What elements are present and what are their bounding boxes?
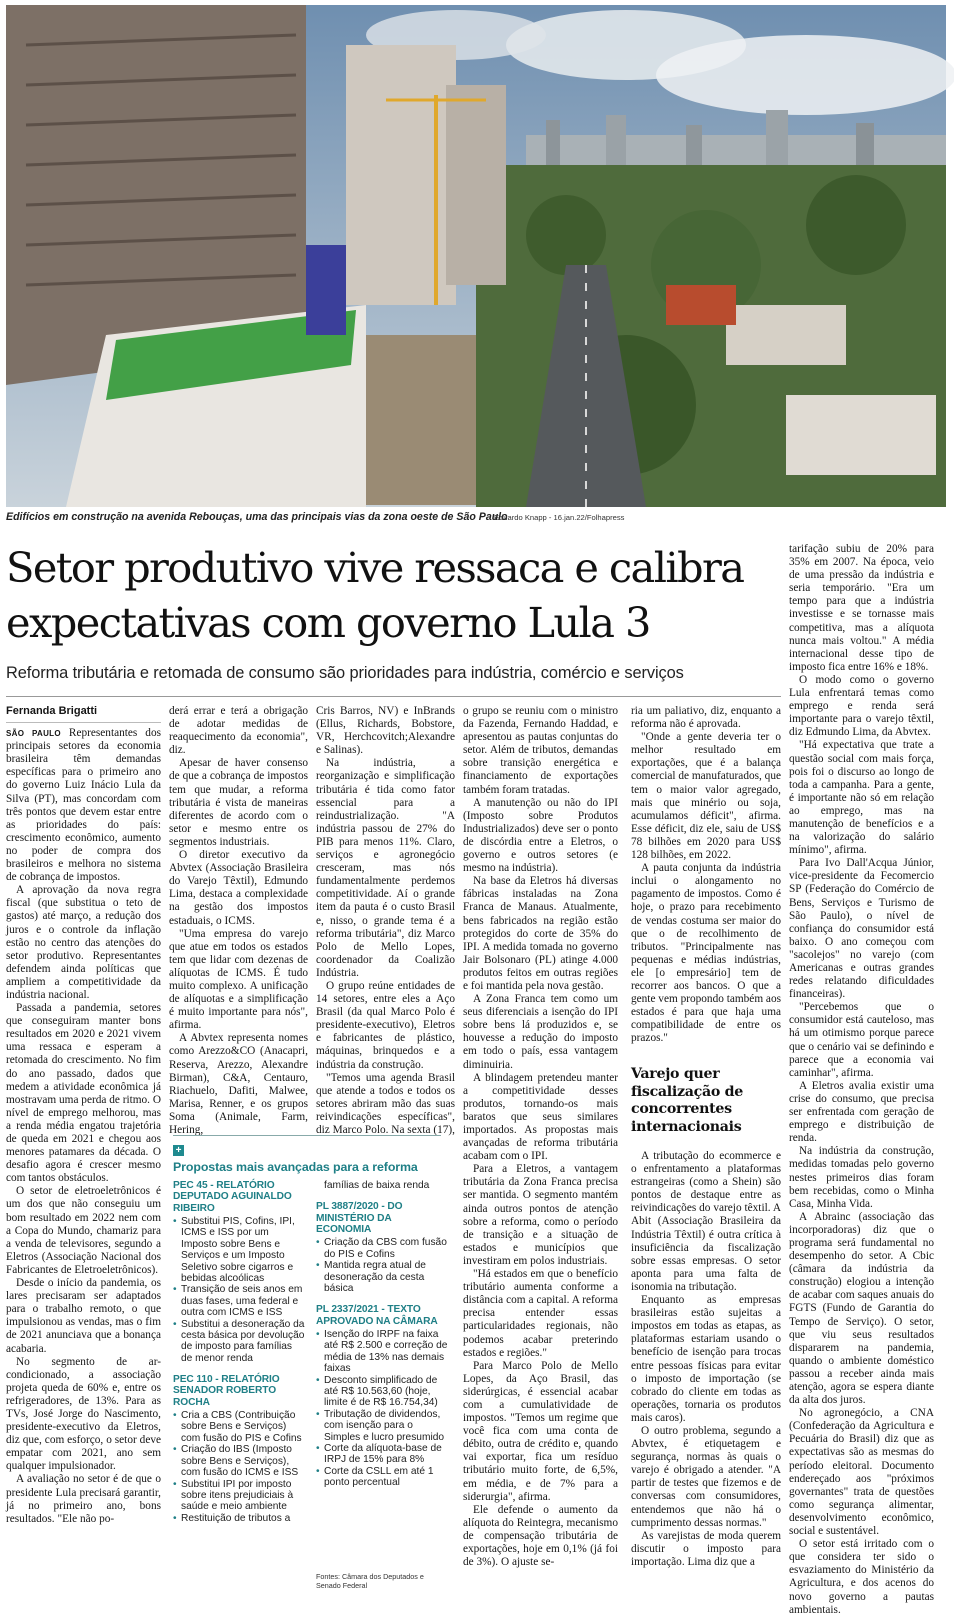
article-column-2 [169,705,308,1137]
article-paragraph: O outro problema, segundo a Abvtex, é etiquetagem e segurança, normas às quais o varejo é obrigado a atender. "A partir de testes que fizemos e de conversas com consumidores, entendemos que não há o cumprimento dessas normas." [631,1424,781,1529]
article-paragraph: A tributação do ecommerce e o enfrentamento a plataformas estrangeiras (como a Shein) são pontos de destaque entre as reivindicações do varejo têxtil. A Abit (Associação Brasileira da Indústria Têxtil) é outra crítica à insuficiência da fiscalização sobre essas empresas. O setor aponta para uma falta de isonomia na tributação. [631,1150,781,1293]
proposal-item: • Substitui a desoneração da cesta básica por devolução de imposto para famílias de menor renda [173,1319,305,1365]
article-paragraph: A pauta conjunta da indústria inclui o alongamento no pagamento de impostos. Como é hoje, o prazo para recebimento de vendas costuma ser maior do que o de recolhimento de tributos. "Principalmente nas pequenas e médias indústrias, ele [o empresário] tem de recorrer aos bancos. O que a gente vem propondo também aos estados é para que haja uma compatibilidade de entre os prazos." [631,862,781,1045]
photo-credit: Eduardo Knapp - 16.jan.22/Folhapress [494,513,625,522]
article-paragraph: As varejistas de moda querem discutir o imposto para importação. Lima diz que a [631,1529,781,1568]
headline [6,540,781,650]
article-paragraph [6,727,161,884]
proposal-item: • Restituição de tributos a [173,1513,305,1524]
pec110-list [173,1410,305,1524]
box-column-left [173,1180,305,1534]
article-paragraph: A avaliação no setor é de que o presidente Lula precisará garantir, já no primeiro ano, bons resultados. "Ele não po- [6,1473,161,1525]
proposal-item: • Cria a CBS (Contribuição sobre Bens e Serviços) com fusão do PIS e Cofins [173,1410,305,1444]
photo-caption: Edifícios em construção na avenida Rebouças, uma das principais vias da zona oeste de São Paulo [6,511,508,523]
proposal-item: • Isenção do IRPF na faixa até R$ 2.500 e correção de média de 13% nas demais faixas [316,1329,448,1375]
pl3887-list [316,1237,448,1294]
article-paragraph: A aprovação da nova regra fiscal (que substitua o teto de gastos) até março, a redução dos juros e o controle da inflação estão no centro das atenções do setor produtivo. Representantes defendem ainda políticas que ampliem a competitividade da indústria nacional. [6,884,161,1001]
article-paragraph: O grupo reúne entidades de 14 setores, entre eles a Aço Brasil (da qual Marco Polo é presidente-executivo), Eletros e fabricantes de plástico, máquinas, brinquedos e a indústria da construção. [316,979,455,1071]
article-paragraph: "Há expectativa que trate a questão social com mais força, pois foi o discurso ao longo de toda a campanha. Para a gente, é importante não só em relação ao emprego, mas na manutenção de benefícios e a na valorização do salário mínimo", afirma. [789,739,934,857]
article-column-5 [631,705,781,1045]
article-paragraph: A Zona Franca tem como um seus diferenciais a isenção do IPI sobre bens lá produzidos e, se houvesse a redução do imposto em todo o país, essa vantagem diminuiria. [463,993,618,1071]
byline: Fernanda Brigatti [6,705,161,723]
headline-divider [6,696,781,697]
article-paragraph: O diretor executivo da Abvtex (Associação Brasileira do Varejo Têxtil), Edmundo Lima, destaca a complexidade na gestão dos impostos estaduais, o ICMS. [169,849,308,927]
pec45-title: PEC 45 - RELATÓRIO DEPUTADO AGUINALDO RIBEIRO [173,1180,292,1214]
article-paragraph: Desde o início da pandemia, os lares precisaram ser adaptados para o trabalho remoto, o que impulsionou as vendas, mas o fim de 2021 anunciava que a bonança acabaria. [6,1277,161,1355]
proposal-item: • Corte da alíquota-base de IRPJ de 15% para 8% [316,1443,448,1466]
city-photo-illustration [6,5,946,507]
article-paragraph: No agronegócio, a CNA (Confederação da Agricultura e Pecuária do Brasil) diz que as expectativas são as mesmas do período eleitoral. Documento endereçado aos "próximos governantes" trata de questões como segurança alimentar, desenvolvimento econômico, social e sustentável. [789,1407,934,1538]
article-paragraph: Para a Eletros, a vantagem tributária da Zona Franca precisa ser mantida. O segmento mantém ainda outros pontos de atenção sobre a reforma, como o período de transição e a situação de estados e municípios que investiram em polos industriais. [463,1163,618,1267]
article-paragraph: "Uma empresa do varejo que atue em todos os estados tem que lidar com dezenas de alíquotas de ICMS. É tudo muito complexo. A unificação de alíquotas e a simplificação é muito importante para nós", afirma. [169,927,308,1032]
article-paragraph: No segmento de ar-condicionado, a associação projeta queda de 60% e, entre os refrigeradores, de 13%. Para as TVs, José Jorge do Nascimento, presidente-executivo da Eletros, diz que, com esforço, o setor deve empatar com 2021, ano sem qualquer impulsionador. [6,1355,161,1473]
section-subtitle: Varejo quer fiscalização de concorrentes internacionais [631,1066,744,1135]
article-paragraph: Na indústria, a reorganização e simplificação tributária é tida como fator essencial para a reindustrialização. "A indústria passou de 27% do PIB para menos 11%. Claro, serviços e agronegócio cresceram, mas nós fundamentalmente perdemos competitividade. Aí o grande item da pauta é o custo Brasil e, nisso, o grande tema é a reforma tributária", diz Marco Polo de Mello Lopes, coordenador da Coalizão Indústria. [316,757,455,979]
article-column-4 [463,705,618,1569]
headline-line-2: expectativas com governo Lula 3 [6,598,650,647]
plus-icon: + [173,1145,184,1156]
article-paragraph: A manutenção ou não do IPI (Imposto sobre Produtos Industrializados) deve ser o ponto de discórdia entre a Eletros, o governo e outros setores (e mesmo na indústria). [463,796,618,875]
article-column-1 [6,705,161,1526]
article-paragraph: Ele defende o aumento da alíquota do Reintegra, mecanismo de compensação tributária de exportações, hoje em 0,1% (já foi de 3%). O ajuste se- [463,1503,618,1569]
article-paragraph: Passada a pandemia, setores que conseguiram manter bons resultados em 2020 e 2021 vivem uma ressaca e esperam a retomada do crescimento. No fim do ano passado, dados que medem a atividade econômica já mostravam uma perda de ritmo. O nível de emprego melhorou, mas a renda média engatou trajetória de queda em 2021 e chegou aos menores patamares da década. O desafio agora é crescer mesmo com tantos obstáculos. [6,1002,161,1185]
article-paragraph: A Abvtex representa nomes como Arezzo&CO (Anacapri, Reserva, Arezzo, Alexandre Birman), C&A, Centauro, Riachuelo, Dafiti, Malwee, Marisa, Renner, e os grupos Soma (Animale, Farm, Hering, [169,1032,308,1136]
proposal-item: • Criação da CBS com fusão do PIS e Cofins [316,1237,448,1260]
subheadline: Reforma tributária e retomada de consumo são prioridades para indústria, comércio e serviços [6,664,684,682]
article-paragraph: "Percebemos que o consumidor está cauteloso, mas há um otimismo porque parece que o cenário vai se definindo e parece que a economia vai caminhar", afirma. [789,1001,934,1079]
reform-proposals-box [173,1135,448,1590]
article-column-3 [316,705,455,1137]
box-header [173,1135,441,1174]
dateline: SÃO PAULO [6,729,61,739]
article-photo [6,5,946,507]
article-paragraph: O modo como o governo Lula enfrentará temas como emprego e renda será importante para o varejo têxtil, diz Edmundo Lima, da Abvtex. [789,673,934,739]
proposal-item: • Tributação de dividendos, com isenção para o Simples e lucro presumido [316,1409,448,1443]
article-paragraph: ria um paliativo, diz, enquanto a reforma não é aprovada. [631,705,781,731]
article-column-5-continued [631,1150,781,1569]
photo-caption-bar [6,511,946,527]
box-title: Propostas mais avançadas para a reforma [173,1160,418,1174]
box-sources: Fontes: Câmara dos Deputados e Senado Federal [316,1572,424,1590]
article-paragraph: Enquanto as empresas brasileiras estão sujeitas a impostos em todas as etapas, as plataformas estariam usando o benefício de isenção para trocas entre pessoas físicas para evitar o imposto de importação (se cobrado do cliente em todas as operações, tornaria os produtos mais caros). [631,1294,781,1424]
article-paragraph: Para Marco Polo de Mello Lopes, da Aço Brasil, das siderúrgicas, é essencial acabar com a cumulatividade de impostos. "Temos um regime que você fica com uma conta de débito, outra de crédito e, quando vai exportar, fica um resíduo tributário muito forte, de 6,5%, em média, e de 7% para a siderurgia", afirma. [463,1359,618,1503]
article-paragraph: "Temos uma agenda Brasil que atende a todos e todos os setores abriram mão das suas reivindicações específicas", diz Marco Polo. Na sexta (17), [316,1071,455,1136]
proposal-item: • Corte da CSLL em até 1 ponto percentual [316,1466,448,1489]
article-paragraph: "Há estados em que o benefício tributário aumenta conforme a distância com a capital. A reforma precisa entender essas particularidades regionais, não podemos acabar preterindo estados e regiões." [463,1268,618,1359]
proposal-item: • Mantida regra atual de desoneração da cesta básica [316,1260,448,1294]
article-paragraph: Apesar de haver consenso de que a cobrança de impostos tem que mudar, a reforma tributária é vista de maneiras diferentes de acordo com o setor e mesmo entre os segmentos industriais. [169,757,308,848]
article-paragraph: Na base da Eletros há diversas fábricas instaladas na Zona Franca de Manaus. Atualmente, bens fabricados na região estão protegidos do corte de 35% do IPI. A medida tomada no governo Jair Bolsonaro (PL) atinge 4.000 produtos feitos em outras regiões e foi mantida pela nova gestão. [463,875,618,992]
pl3887-title: PL 3887/2020 - DO MINISTÉRIO DA ECONOMIA [316,1201,403,1235]
pl2337-list [316,1329,448,1489]
proposal-item: • Criação do IBS (Imposto sobre Bens e Serviços), com fusão do ICMS e ISS [173,1444,305,1478]
article-paragraph: Cris Barros, NV) e InBrands (Ellus, Richards, Bobstore, VR, Herchcovitch;Alexandre e Salinas). [316,705,455,757]
article-column-6 [789,543,934,1617]
article-paragraph: A Abrainc (associação das incorporadoras) diz que o programa será fundamental no desempenho do setor. A Cbic (câmara da indústria da construção) elogiou a intenção de acabar com saques anuais do FGTS (Fundo de Garantia do Tempo de Serviço). O setor, que viu seus resultados dispararem na pandemia, quando o ambiente doméstico passou a receber ainda mais atenção, agora se espera diante da alta dos juros. [789,1210,934,1407]
pec110-title: PEC 110 - RELATÓRIO SENADOR ROBERTO ROCHA [173,1374,280,1408]
article-paragraph: Na indústria da construção, medidas tomadas pelo governo nestes primeiros dias foram bem recebidas, como o Minha Casa, Minha Vida. [789,1145,934,1210]
proposal-item: • Transição de seis anos em duas fases, uma federal e outra com ICMS e ISS [173,1284,305,1318]
paragraph-text: Representantes dos principais setores da economia brasileira têm demandas específicas para o primeiro ano do governo Luiz Inácio Lula da Silva (PT), mas concordam com três pontos que devem estar entre as prioridades do país: crescimento econômico, aumento no poder de compra dos brasileiros e melhora no sistema de cobrança de impostos. [6,727,162,884]
headline-line-1: Setor produtivo vive ressaca e calibra [6,543,744,592]
article-paragraph: O setor de eletroeletrônicos é um dos que não conseguiu um bom resultado em 2022 nem com a Copa do Mundo, chamariz para a venda de televisores, segundo a Eletros (Associação Nacional dos Fabricantes de Eletroeletrônicos). [6,1185,161,1276]
proposal-item: • Desconto simplificado de até R$ 10.563,60 (hoje, limite é de R$ 16.754,34) [316,1375,448,1409]
article-paragraph: "Onde a gente deveria ter o melhor resultado em exportações, que é a balança comercial de manufaturados, que tem o maior valor agregado, mais que minério ou soja, acumulamos déficit", afirma. Esse déficit, diz ele, saiu de US$ 78 bilhões em 2020 para US$ 128 bilhões, em 2022. [631,731,781,862]
article-paragraph: tarifação subiu de 20% para 35% em 2007. Na época, veio de uma pressão da indústria e seria temporário. "Era um tempo para que a indústria investisse e se tornasse mais competitiva, mas a alíquota nunca mais voltou." A média internacional desse tipo de imposto fica entre 16% e 18%. [789,543,934,673]
article-paragraph: derá errar e terá a obrigação de adotar medidas de reaquecimento da economia", diz. [169,705,308,757]
article-paragraph: O setor está irritado com o que considera ter sido o esvaziamento do Ministério da Agricultura, e dos acenos do novo governo a pautas ambientais. [789,1538,934,1616]
proposal-item: • Substitui PIS, Cofins, IPI, ICMS e ISS por um Imposto sobre Bens e Serviços e um Imposto Seletivo sobre cigarros e bebidas alcoólicas [173,1216,305,1284]
proposal-item: • Substitui IPI por imposto sobre itens prejudiciais à saúde e meio ambiente [173,1479,305,1513]
article-paragraph: o grupo se reuniu com o ministro da Fazenda, Fernando Haddad, e apresentou as pautas conjuntas do setor. Além de tributos, demandas sobre transição energética e financiamento de exportações também foram tratadas. [463,705,618,796]
article-paragraph: A blindagem pretendeu manter a competitividade desses produtos, tornando-os mais baratos que seus similares importados. As propostas mais avançadas de reforma tributária acabam com o IPI. [463,1071,618,1163]
article-paragraph: A Eletros avalia existir uma crise do consumo, que precisa ser enfrentada com geração de emprego e distribuição de renda. [789,1079,934,1145]
box-column-right [316,1180,448,1590]
pl2337-title: PL 2337/2021 - TEXTO APROVADO NA CÂMARA [316,1304,438,1327]
pec45-list [173,1216,305,1364]
pec110-continuation: famílias de baixa renda [324,1180,430,1191]
article-paragraph: Para Ivo Dall'Acqua Júnior, vice-presidente da Fecomercio SP (Federação do Comércio de Bens, Serviços e Turismo de São Paulo), o nível de confiança do consumidor está baixo. O ano começou com "sacolejos" no varejo (com Americanas e outras grandes redes relatando dificuldades financeiras). [789,857,934,1001]
